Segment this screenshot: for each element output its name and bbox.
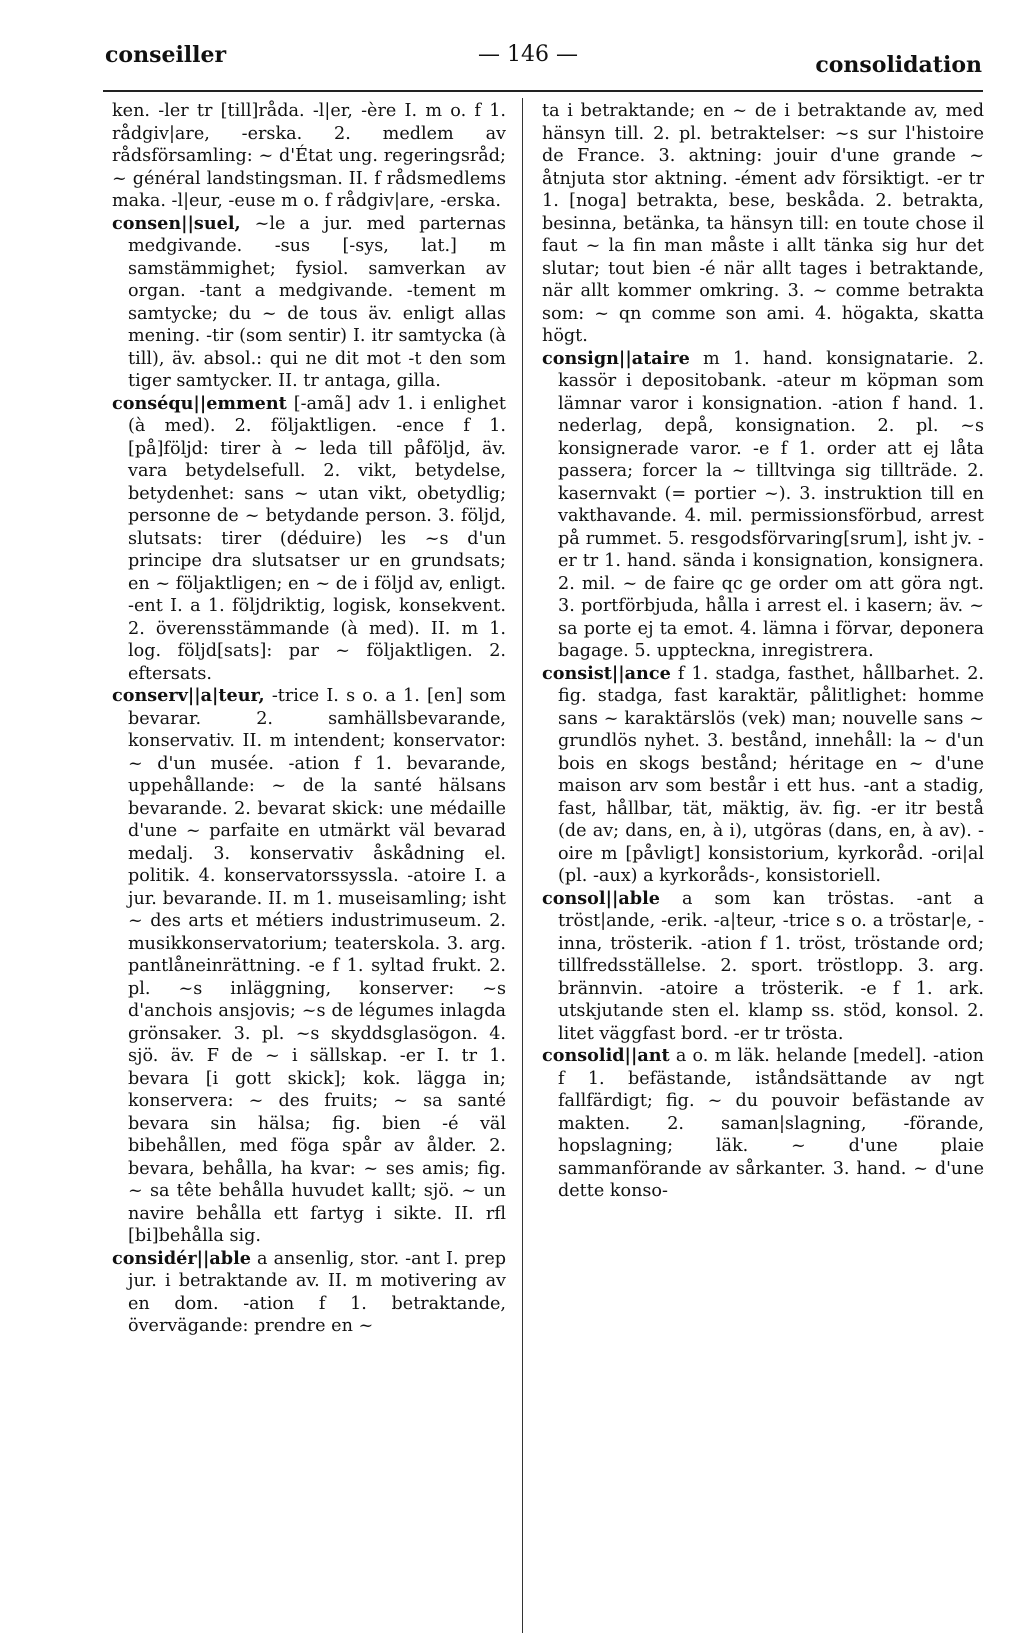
page-number: — 146 — <box>478 42 578 67</box>
entry-text: -trice I. s o. a 1. [en] som bevarar. 2. samhällsbevarande, konservativ. II. m intendent; konservator: ~ d'un musée. -ation f 1. bevarande, uppehållande: ~ de la santé hälsans bevarande. 2. bevarat skick: une médaille d'une ~ parfaite en utmärkt väl bevarad medalj. 3. konservativ åskådning el. politik. 4. konservatorssyssla. -atoire I. a jur. bevarande. II. m 1. museisamling; isht ~ des arts et métiers industrimuseum. 2. musikkonservatorium; teaterskola. 3. arg. pantlåneinrättning. -e f 1. syltad frukt. 2. pl. ~s inläggning, konserver: ~s d'anchois ansjovis; ~s de légumes inlagda grönsaker. 3. pl. ~s skyddsglasögon. 4. sjö. äv. F de ~ i sällskap. -er I. tr 1. bevara [i gott skick]; kok. lägga in; konservera: ~ des fruits; ~ sa santé bevara sin hälsa; fig. bien -é väl bibehållen, med föga spår av ålder. 2. bevara, behålla, ha kvar: ~ ses amis; fig. ~ sa tête behålla huvudet kallt; sjö. ~ un navire behålla ett fartyg i sikte. II. rfl [bi]behålla sig. <box>128 686 506 1246</box>
entry-text: a som kan tröstas. -ant a tröst|ande, -erik. -a|teur, -trice s o. a tröstar|e, -inna, trösterik. -ation f 1. tröst, tröstande ord; tillfredsställelse. 2. sport. tröstlopp. 3. arg. brännvin. -atoire a trösterik. -e f 1. ark. utskjutande sten el. klamp ss. stöd, konsol. 2. litet väggfast bord. -er tr trösta. <box>558 888 984 1044</box>
dictionary-entry <box>112 1248 506 1338</box>
right-column <box>542 100 984 1203</box>
entry-text: [-amã] adv 1. i enlighet (à med). 2. följaktligen. -ence f 1. [på]följd: tirer à ~ leda till påföljd, äv. vara betydelsefull. 2. vikt, betydelse, betydenhet: sans ~ utan vikt, obetydlig; personne de ~ betydande person. 3. följd, slutsats: tirer (déduire) les ~s d'un principe dra slutsatser ur en grundsats; en ~ följaktligen; en ~ de i följd av, enligt. -ent I. a 1. följdriktig, logisk, konsekvent. 2. överensstämmande (à med). II. m 1. log. följd[sats]: par ~ följaktligen. 2. eftersats. <box>128 393 506 684</box>
dictionary-entry <box>542 1045 984 1203</box>
entry-text: a ansenlig, stor. -ant I. prep jur. i betraktande av. II. m motivering av en dom. -ation f 1. betraktande, övervägande: prendre en ~ <box>128 1248 506 1336</box>
dictionary-entry <box>542 100 984 348</box>
header-rule <box>103 90 983 92</box>
dictionary-entry <box>112 213 506 393</box>
left-guide-word: conseiller <box>105 42 227 68</box>
dictionary-entry <box>112 393 506 686</box>
dictionary-entry <box>112 100 506 213</box>
entry-headword: consign||ataire <box>542 347 690 369</box>
left-column <box>112 100 506 1338</box>
entry-headword: conserv||a|teur, <box>112 685 265 706</box>
entry-text: f 1. stadga, fasthet, hållbarhet. 2. fig. stadga, fast karaktär, pålitlighet: homme sans ~ karaktärslös (vek) man; nouvelle sans ~ grundlös nyhet. 3. bestånd, innehåll: la ~ d'un bois en skogs bestånd; héritage en ~ d'une maison arv som består i ett hus. -ant a stadig, fast, hållbar, tät, mäktig, äv. fig. -er itr bestå (de av; dans, en, à i), utgöras (dans, en, à av). -oire m [påvligt] konsistorium, kyrkoråd. -ori|al (pl. -aux) a kyrkoråds-, konsistoriell. <box>558 663 984 886</box>
entry-headword: conséqu||emment <box>112 392 287 414</box>
entry-text: a o. m läk. helande [medel]. -ation f 1. befästande, iståndsättande av ngt fallfärdigt; fig. ~ du pouvoir befästande av makten. 2. saman|slagning, -förande, hopslagning; läk. ~ d'une plaie sammanförande av sårkanter. 3. hand. ~ d'une dette konso- <box>558 1046 984 1201</box>
entry-text: ta i betraktande; en ~ de i betraktande av, med hänsyn till. 2. pl. betraktelser: ~s sur l'histoire de France. 3. aktning: jouir d'une grande ~ åtnjuta stor aktning. -ément adv försiktigt. -er tr 1. [noga] betrakta, bese, beskåda. 2. betrakta, besinna, betänka, ta hänsyn till: en toute chose il faut ~ la fin man måste i allt tänka sig hur det slutar; tout bien -é när allt tages i betraktande, när allt kommer omkring. 3. ~ comme betrakta som: ~ qn comme son ami. 4. högakta, skatta högt. <box>542 101 984 346</box>
entry-text: ~le a jur. med parternas medgivande. -sus [-sys, lat.] m samstämmighet; fysiol. samverkan av organ. -tant a medgivande. -tement m samtycke; du ~ de tous äv. enligt allas mening. -tir (som sentir) I. itr samtycka (à till), äv. absol.: qui ne dit mot -t den som tiger samtycker. II. tr antaga, gilla. <box>128 213 506 391</box>
dictionary-entry <box>542 888 984 1046</box>
right-guide-word: consolidation <box>815 52 982 78</box>
column-divider <box>522 98 523 1633</box>
entry-headword: consol||able <box>542 887 660 909</box>
dictionary-entry <box>542 663 984 888</box>
dictionary-entry <box>542 348 984 663</box>
entry-headword: consolid||ant <box>542 1045 670 1066</box>
entry-text: m 1. hand. konsignatarie. 2. kassör i depositobank. -ateur m köpman som lämnar varor i konsignation. -ation f hand. 1. nederlag, depå, konsignation. 2. pl. ~s konsignerade varor. -e f 1. order att ej låta passera; forcer la ~ tilltvinga sig tillträde. 2. kasernvakt (= portier ~). 3. instruktion till en vakthavande. 4. mil. permissionsförbud, arrest på rummet. 5. resgodsförvaring[srum], isht jv. -er tr 1. hand. sända i konsignation, konsignera. 2. mil. ~ de faire qc ge order om att göra ngt. 3. portförbjuda, hålla i arrest el. i kasern; äv. ~ sa porte ej ta emot. 4. lämna i förvar, deponera bagage. 5. uppteckna, inregistrera. <box>558 348 984 661</box>
entry-headword: consen||suel, <box>112 212 241 234</box>
entry-text: ken. -ler tr [till]råda. -l|er, -ère I. m o. f 1. rådgiv|are, -erska. 2. medlem av rådsförsamling: ~ d'État ung. regeringsråd; ~ général landstingsman. II. f rådsmedlems maka. -l|eur, -euse m o. f rådgiv|are, -erska. <box>112 101 506 211</box>
page-header <box>0 0 1024 90</box>
entry-headword: consist||ance <box>542 662 671 684</box>
entry-headword: considér||able <box>112 1247 251 1269</box>
dictionary-entry <box>112 685 506 1248</box>
